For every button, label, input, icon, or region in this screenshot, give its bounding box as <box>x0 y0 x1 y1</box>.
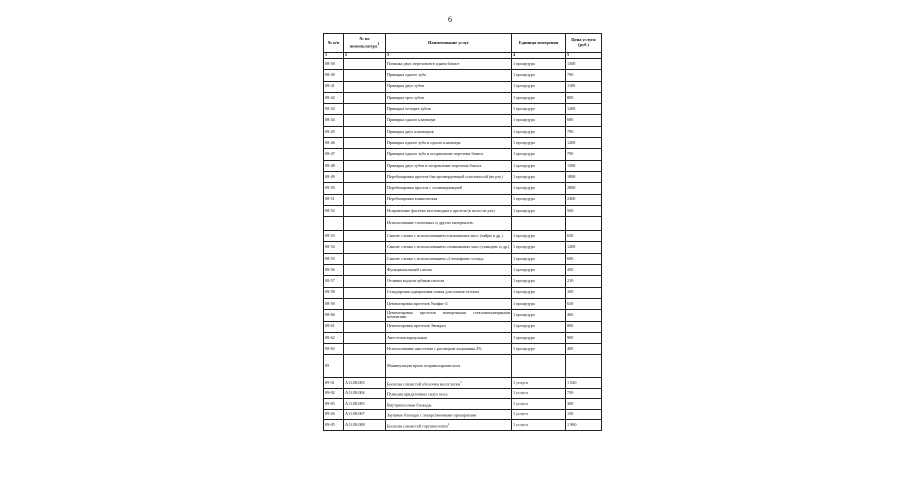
table-row <box>324 231 602 242</box>
row-price: 2400 <box>566 194 602 205</box>
row-price: 800 <box>566 92 602 103</box>
header-unit: Единица измерения <box>512 34 566 53</box>
row-price: 210 <box>566 276 602 287</box>
row-code <box>344 265 386 276</box>
row-price: 1200 <box>566 242 602 253</box>
row-price: 160 <box>566 287 602 298</box>
row-num <box>324 217 344 231</box>
row-num: 08-41 <box>324 81 344 92</box>
table-row <box>324 138 602 149</box>
row-price: 700 <box>566 70 602 81</box>
row-num: 08-59 <box>324 298 344 309</box>
row-code <box>344 81 386 92</box>
row-num: 08-43 <box>324 104 344 115</box>
row-unit: 1 процедура <box>512 287 566 298</box>
row-price: 750 <box>566 388 602 399</box>
table-row <box>324 115 602 126</box>
table-row <box>324 59 602 70</box>
row-service-name: Снятие слепка с использованием силиконовых масс (спиндекс и др.) <box>386 242 512 253</box>
row-num: 08-45 <box>324 126 344 137</box>
header-num: № п/п <box>324 34 344 53</box>
row-unit: 1 процедура <box>512 171 566 182</box>
table-row <box>324 149 602 160</box>
price-table <box>323 33 602 431</box>
row-code <box>344 138 386 149</box>
row-code <box>344 276 386 287</box>
row-price: 1200 <box>566 138 602 149</box>
row-price: 680 <box>566 115 602 126</box>
row-service-name: Стандартная одноразовая ложка для снятия оттиска <box>386 287 512 298</box>
row-service-name: Приварка одного зуба и одного кламмера <box>386 138 512 149</box>
row-price: 630 <box>566 231 602 242</box>
row-unit: 1 процедура <box>512 253 566 264</box>
row-unit: 1 услуга <box>512 399 566 410</box>
row-unit: 1 процедура <box>512 332 566 343</box>
row-unit: 1 услуга <box>512 388 566 399</box>
section-title: Манипуляции врача оториноларинголога <box>386 355 512 378</box>
row-code: A11.08.004 <box>344 388 386 399</box>
row-price: 400 <box>566 344 602 355</box>
header-service-name: Наименование услуг <box>386 34 512 53</box>
table-row <box>324 298 602 309</box>
row-service-name: Приварка двух кламмеров <box>386 126 512 137</box>
row-num: 08-48 <box>324 160 344 171</box>
row-service-name: Биопсия слизистой оболочки носоглотки$^1$ <box>386 378 512 389</box>
section-num: 09 <box>324 355 344 378</box>
table-row <box>324 183 602 194</box>
row-num: 08-58 <box>324 287 344 298</box>
row-unit: 1 процедура <box>512 265 566 276</box>
table-row <box>324 126 602 137</box>
row-num: 08-40 <box>324 70 344 81</box>
row-num: 09-03 <box>324 399 344 410</box>
row-service-name: Приварка двух зубов и исправление перелома базиса <box>386 160 512 171</box>
section-empty-cell <box>344 355 386 378</box>
row-service-name: Снятие слепка с использованием альгинатных масс (хайри и др.) <box>386 231 512 242</box>
section-header-row <box>324 355 602 378</box>
row-code <box>344 92 386 103</box>
row-code <box>344 126 386 137</box>
row-num: 08-54 <box>324 242 344 253</box>
index-cell: 3 <box>386 53 512 59</box>
row-num: 08-63 <box>324 344 344 355</box>
row-num: 08-55 <box>324 253 344 264</box>
table-row <box>324 104 602 115</box>
row-code: A11.08.007 <box>344 409 386 420</box>
row-unit: 1 процедура <box>512 138 566 149</box>
table-row <box>324 409 602 420</box>
row-num: 08-51 <box>324 194 344 205</box>
row-code <box>344 231 386 242</box>
row-unit: 1 процедура <box>512 205 566 216</box>
row-service-name: Снятие слепка с использованием «Стомафлекс-солид» <box>386 253 512 264</box>
table-body <box>324 59 602 355</box>
row-service-name: Биопсия слизистой гортаноглотки$^1$ <box>386 420 512 431</box>
row-service-name: Использование анестезии с раствором лидокаина 2% <box>386 344 512 355</box>
row-code <box>344 205 386 216</box>
row-service-name: Функциональный слепок <box>386 265 512 276</box>
table-row <box>324 388 602 399</box>
row-num: 09-02 <box>324 388 344 399</box>
row-code <box>344 183 386 194</box>
row-num: 08-61 <box>324 321 344 332</box>
row-service-name: Анестезия карпульная <box>386 332 512 343</box>
row-code <box>344 115 386 126</box>
row-price: 130 <box>566 409 602 420</box>
row-num: 08-57 <box>324 276 344 287</box>
row-service-name: Приварка одного кламмера <box>386 115 512 126</box>
index-cell: 1 <box>324 53 344 59</box>
section-empty-cell <box>566 355 602 378</box>
table-row <box>324 81 602 92</box>
row-unit <box>512 217 566 231</box>
table-row <box>324 420 602 431</box>
row-unit: 1 процедура <box>512 81 566 92</box>
row-service-name: Починка двух переломов в одном базисе <box>386 59 512 70</box>
row-unit: 1 процедура <box>512 70 566 81</box>
row-code: A11.08.005 <box>344 399 386 410</box>
row-code <box>344 194 386 205</box>
table-row <box>324 321 602 332</box>
row-code <box>344 104 386 115</box>
row-price: 1300 <box>566 59 602 70</box>
row-price: 450 <box>566 265 602 276</box>
table-row <box>324 70 602 81</box>
row-num: 08-52 <box>324 205 344 216</box>
row-price: 1300 <box>566 160 602 171</box>
row-unit: 1 процедура <box>512 276 566 287</box>
row-num: 08-39 <box>324 59 344 70</box>
row-price: 630 <box>566 298 602 309</box>
table-row <box>324 265 602 276</box>
row-service-name: Использование слепочных и других материалов: <box>386 217 512 231</box>
row-price: 1800 <box>566 171 602 182</box>
row-code <box>344 253 386 264</box>
row-num: 08-62 <box>324 332 344 343</box>
row-price: 560 <box>566 205 602 216</box>
row-service-name: Пункция придаточных пазух носа <box>386 388 512 399</box>
index-cell: 5 <box>566 53 602 59</box>
row-num: 08-46 <box>324 138 344 149</box>
index-cell: 4 <box>512 53 566 59</box>
row-num: 08-56 <box>324 265 344 276</box>
table-row <box>324 344 602 355</box>
row-price: 900 <box>566 332 602 343</box>
row-price: 700 <box>566 149 602 160</box>
row-unit: 1 процедура <box>512 92 566 103</box>
row-service-name: Отливка модели зубным гипсом <box>386 276 512 287</box>
page-number: 6 <box>448 15 452 24</box>
table-row <box>324 205 602 216</box>
table-body-section-09 <box>324 378 602 431</box>
row-unit: 1 услуга <box>512 378 566 389</box>
row-code <box>344 287 386 298</box>
row-unit: 1 процедура <box>512 59 566 70</box>
row-code <box>344 344 386 355</box>
row-service-name: Цементировка протезов Унифас-2 <box>386 298 512 309</box>
row-num: 08-60 <box>324 310 344 321</box>
row-price: 300 <box>566 399 602 410</box>
row-service-name: Заушные блокады с лекарственными препаратами <box>386 409 512 420</box>
table-row <box>324 332 602 343</box>
row-unit: 1 процедура <box>512 160 566 171</box>
row-num: 08-42 <box>324 92 344 103</box>
row-service-name: Приварка одного зуба <box>386 70 512 81</box>
row-num: 09-04 <box>324 409 344 420</box>
row-code <box>344 149 386 160</box>
row-price <box>566 217 602 231</box>
row-unit: 1 услуга <box>512 409 566 420</box>
row-service-name: Внутриносовые блокады <box>386 399 512 410</box>
header-price: Цена услуги (руб.) <box>566 34 602 53</box>
row-unit: 1 процедура <box>512 321 566 332</box>
row-service-name: Приварка одного зуба и исправление перелома базиса <box>386 149 512 160</box>
table-row <box>324 287 602 298</box>
row-unit: 1 процедура <box>512 149 566 160</box>
row-unit: 1 процедура <box>512 298 566 309</box>
row-service-name: Приварка двух зубов <box>386 81 512 92</box>
section-09 <box>324 355 602 378</box>
row-num: 08-53 <box>324 231 344 242</box>
row-unit: 1 процедура <box>512 344 566 355</box>
row-code: A11.08.008 <box>344 420 386 431</box>
row-code <box>344 310 386 321</box>
row-code <box>344 242 386 253</box>
table-row <box>324 399 602 410</box>
row-unit: 1 процедура <box>512 126 566 137</box>
row-unit: 1 процедура <box>512 115 566 126</box>
index-cell: 2 <box>344 53 386 59</box>
row-service-name: Перебазировка клиническая <box>386 194 512 205</box>
table-row <box>324 378 602 389</box>
table-header-row <box>324 34 602 53</box>
row-code <box>344 217 386 231</box>
row-price: 800 <box>566 321 602 332</box>
row-service-name: Цементировка протезов Эвикрол <box>386 321 512 332</box>
row-price: 460 <box>566 310 602 321</box>
row-code <box>344 171 386 182</box>
row-code <box>344 321 386 332</box>
row-price: 600 <box>566 253 602 264</box>
row-code <box>344 59 386 70</box>
row-unit: 1 процедура <box>512 104 566 115</box>
row-unit: 1 процедура <box>512 242 566 253</box>
table-row <box>324 276 602 287</box>
row-unit: 1 процедура <box>512 310 566 321</box>
row-service-name: Исправление фасетки мостовидного протеза (в полости рта) <box>386 205 512 216</box>
table-row <box>324 242 602 253</box>
row-unit: 1 процедура <box>512 231 566 242</box>
row-unit: 1 услуга <box>512 420 566 431</box>
row-service-name: Цементировка протезов импортными стеклоиономерными цементами <box>387 309 510 320</box>
row-num: 08-50 <box>324 183 344 194</box>
row-service-name: Перебазировка протеза с полимеризацией <box>386 183 512 194</box>
row-price: 1100 <box>566 81 602 92</box>
table-row <box>324 310 602 321</box>
table-row <box>324 92 602 103</box>
row-price: 790 <box>566 126 602 137</box>
row-service-name: Приварка четырех зубов <box>386 104 512 115</box>
row-price: 1 960 <box>566 420 602 431</box>
row-price: 2800 <box>566 183 602 194</box>
table-row <box>324 253 602 264</box>
table-row <box>324 171 602 182</box>
row-code <box>344 160 386 171</box>
row-num: 08-49 <box>324 171 344 182</box>
header-nomenclature: № по номенклатуре$^1$ <box>344 34 386 53</box>
row-code <box>344 332 386 343</box>
subsection-row <box>324 217 602 231</box>
row-price: 1200 <box>566 104 602 115</box>
row-unit: 1 процедура <box>512 194 566 205</box>
row-num: 08-47 <box>324 149 344 160</box>
row-code <box>344 70 386 81</box>
row-code: A11.08.003 <box>344 378 386 389</box>
row-service-name: Приварка трех зубов <box>386 92 512 103</box>
row-service-name: Перебазировка протеза быстротвердеющей пластмассой (во рту) <box>386 171 512 182</box>
section-empty-cell <box>512 355 566 378</box>
table-row <box>324 194 602 205</box>
table-row <box>324 160 602 171</box>
row-code <box>344 298 386 309</box>
row-num: 09-05 <box>324 420 344 431</box>
row-num: 08-44 <box>324 115 344 126</box>
row-num: 09-01 <box>324 378 344 389</box>
row-price: 1 020 <box>566 378 602 389</box>
row-unit: 1 процедура <box>512 183 566 194</box>
